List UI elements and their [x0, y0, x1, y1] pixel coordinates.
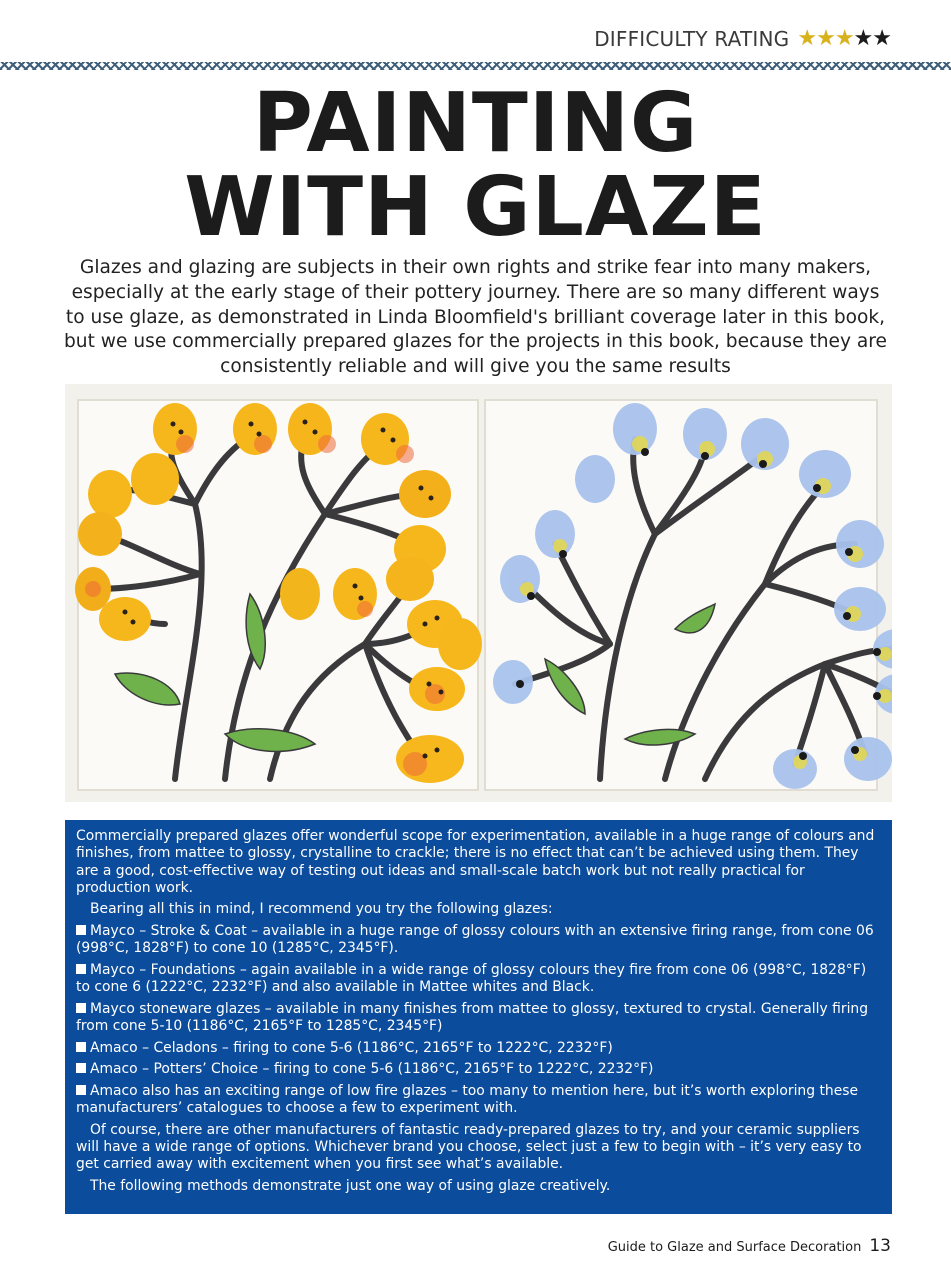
empty-stars: ★★ — [853, 26, 891, 51]
bullet-item-amaco-low-fire: Amaco also has an exciting range of low fire glazes – too many to mention here, but it’s worth exploring these manufacturers’ catalogues to choose a few to experiment with. — [76, 1083, 881, 1118]
bullet-item-mayco-stroke-coat: Mayco – Stroke & Coat – available in a huge range of glossy colours with an extensive firing range, from cone 06 (998°C, 1828°F) to cone 10 (1285°C, 2345°F). — [76, 923, 881, 958]
book-title: Guide to Glaze and Surface Decoration — [607, 1240, 862, 1255]
bullet-item-amaco-celadons: Amaco – Celadons – firing to cone 5-6 (1186°C, 2165°F to 1222°C, 2232°F) — [76, 1040, 881, 1057]
difficulty-rating — [594, 26, 891, 51]
bullet-item-mayco-stoneware: Mayco stoneware glazes – available in many finishes from mattee to glossy, textured to crystal. Generally firing from cone 5-10 (1186°C, 2165°F to 1285°C, 2345°F) — [76, 1001, 881, 1036]
glaze-recommendations-box — [65, 820, 892, 1214]
box-paragraph-2: Bearing all this in mind, I recommend you try the following glazes: — [90, 901, 553, 918]
page-number: 13 — [869, 1236, 891, 1256]
box-paragraph-4: The following methods demonstrate just one way of using glaze creatively. — [90, 1178, 611, 1195]
page-footer — [608, 1236, 891, 1256]
bullet-item-amaco-potters-choice: Amaco – Potters’ Choice – firing to cone 5-6 (1186°C, 2165°F to 1222°C, 2232°F) — [76, 1061, 881, 1078]
glazed-tiles-photo — [65, 384, 892, 802]
bullet-item-mayco-foundations: Mayco – Foundations – again available in a wide range of glossy colours they fire from cone 06 (998°C, 1828°F) to cone 6 (1222°C, 2232°F) and also available in Mattee whites and Black. — [76, 962, 881, 997]
decorative-divider — [0, 62, 951, 70]
box-paragraph-3: Of course, there are other manufacturers of fantastic ready-prepared glazes to try, and your ceramic suppliers will have a wide range of options. Whichever brand you choose, select just a few to begin with – it’s very easy to get carried away with excitement when you first see what’s available. — [76, 1121, 862, 1173]
intro-paragraph: Glazes and glazing are subjects in their own rights and strike fear into many makers, especially at the early stage of their pottery journey. There are so many different ways to use glaze, as demonstrated in Linda Bloomfield's brilliant coverage later in this book, but we use commercially prepared glazes for the projects in this book, because they are consistently reliable and will give you the same results — [64, 257, 887, 378]
title-line-1: PAINTING — [252, 76, 699, 171]
filled-stars: ★★★ — [797, 26, 854, 51]
title-line-2: WITH GLAZE — [184, 160, 767, 255]
difficulty-label: DIFFICULTY RATING — [594, 26, 790, 51]
star-rating-icon — [797, 26, 891, 51]
box-paragraph-1: Commercially prepared glazes offer wonderful scope for experimentation, available in a huge range of colours and finishes, from mattee to glossy, crystalline to crackle; there is no effect that can’t be achieved using them. They are a good, cost-effective way of testing out ideas and small-scale batch work but not really practical for production work. — [76, 828, 875, 896]
page-title — [0, 76, 951, 255]
